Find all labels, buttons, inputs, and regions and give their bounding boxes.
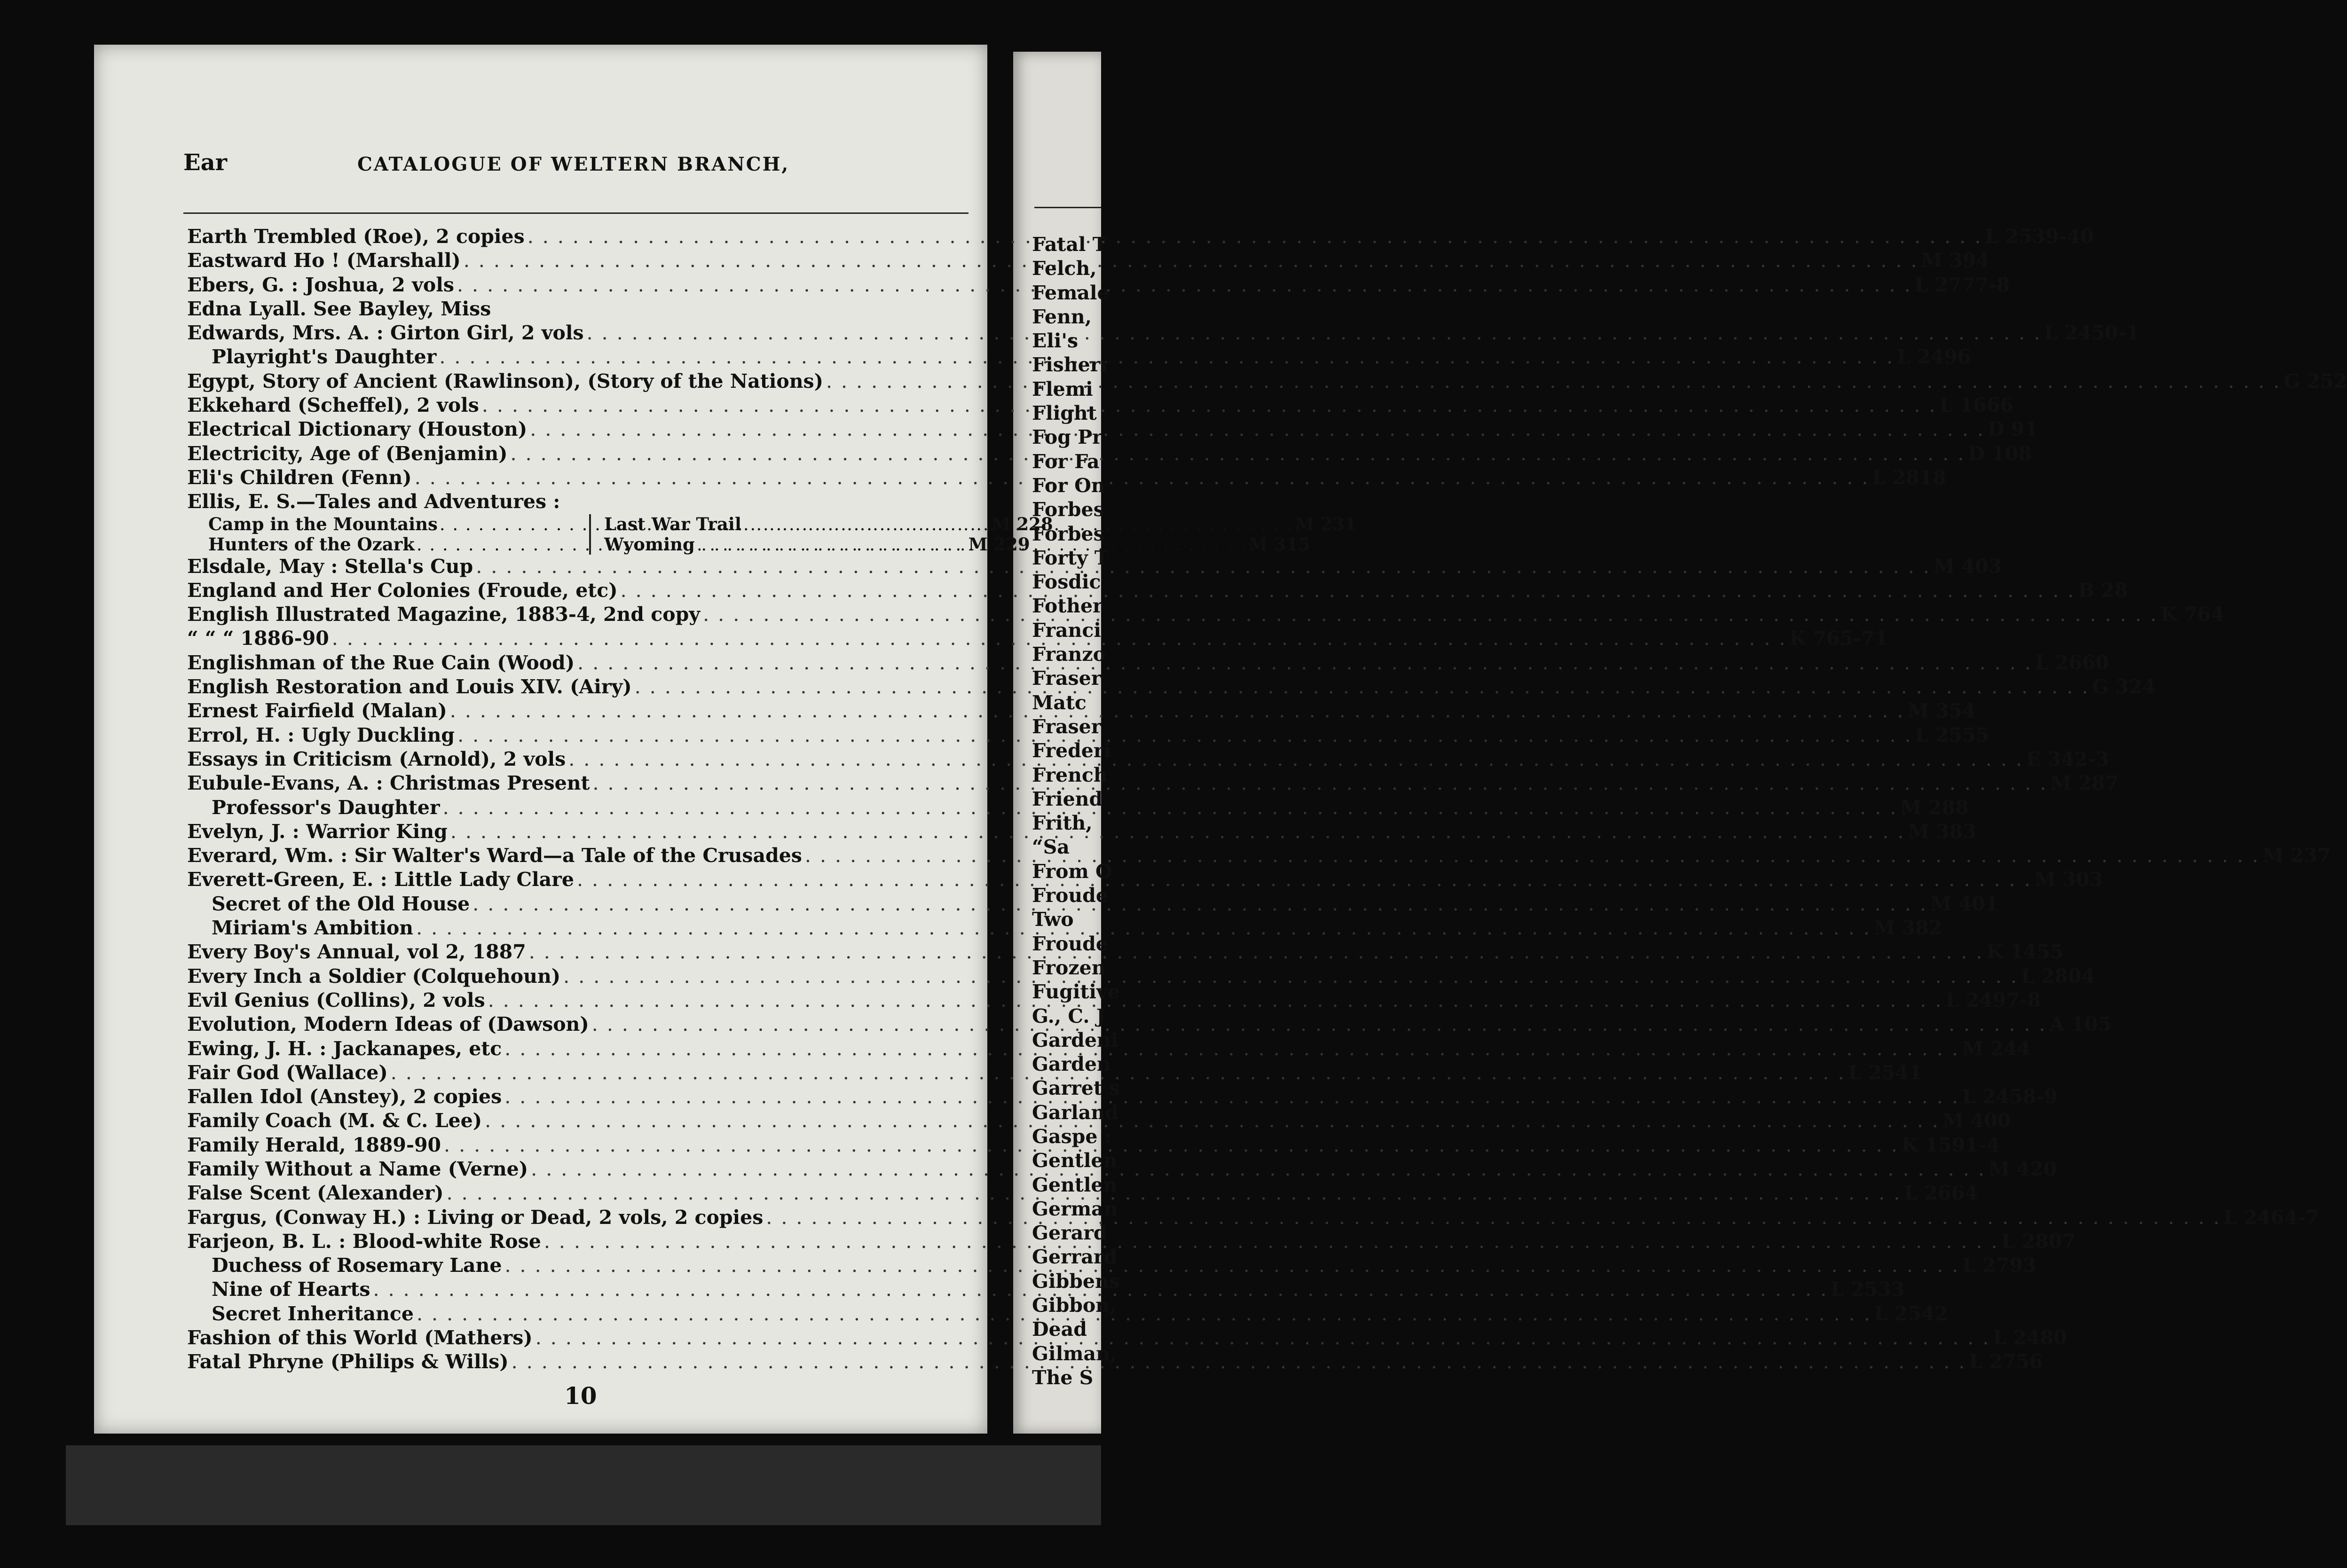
leader-dots: [504, 1037, 1959, 1061]
entry-title: Eubule-Evans, A. : Christmas Present: [187, 772, 590, 795]
leader-dots: [476, 555, 1930, 579]
call-number: L 2496: [1897, 345, 1971, 368]
entry-title: Fatal Phryne (Philips & Wills): [187, 1350, 509, 1373]
call-number: L 2804: [2021, 964, 2095, 988]
facing-page-fragment: Garret s: [1032, 1077, 1120, 1100]
entry-title: Electricity, Age of (Benjamin): [187, 442, 508, 465]
entry-title: False Scent (Alexander): [187, 1182, 444, 1205]
entry-title: Farjeon, B. L. : Blood-white Rose: [187, 1230, 541, 1253]
leader-dots: [536, 1326, 1990, 1350]
leader-dots: [805, 844, 2260, 868]
facing-page-fragment: Friend: [1032, 787, 1103, 810]
leader-dots: [473, 892, 1927, 916]
call-number: M 403: [1933, 555, 2002, 578]
call-number: M 237: [2262, 844, 2331, 867]
facing-page-fragment: Franzo: [1032, 643, 1106, 666]
entry-title: Evolution, Modern Ideas of (Dawson): [187, 1013, 589, 1036]
entry-title: Hunters of the Ozark: [208, 533, 415, 555]
facing-page-fragment: Flemi: [1032, 377, 1093, 400]
leader-dots: [530, 417, 1985, 441]
scan-edge: [66, 1445, 1101, 1525]
facing-page-fragment: Forty T: [1032, 546, 1109, 569]
call-number: K 764: [2160, 603, 2224, 626]
facing-page-fragment: For Fa: [1032, 450, 1100, 473]
entry-title: Ewing, J. H. : Jackanapes, etc: [187, 1037, 502, 1060]
entry-title: Family Coach (M. & C. Lee): [187, 1109, 482, 1132]
entry-title: Everard, Wm. : Sir Walter's Ward—a Tale of the Crusades: [187, 844, 802, 867]
facing-page-fragment: Garland: [1032, 1101, 1118, 1124]
leader-dots: [447, 1181, 1901, 1205]
call-number: G 324: [2092, 675, 2156, 698]
call-number: L 2450-1: [2044, 321, 2140, 345]
facing-page-fragment: Frederi: [1032, 739, 1111, 762]
leader-dots: [528, 225, 1982, 249]
call-number: M 401: [1930, 892, 1999, 915]
leader-dots: [504, 1085, 1959, 1109]
leader-dots: [457, 723, 1912, 747]
entry-title: England and Her Colonies (Froude, etc): [187, 579, 618, 602]
call-number: E 342-3: [2026, 747, 2110, 770]
call-number: M 354: [1907, 699, 1976, 722]
leader-dots: [482, 393, 1937, 417]
leader-dots: [464, 249, 1918, 273]
facing-page-fragment: Fugitive: [1032, 980, 1120, 1004]
call-number: M 231: [1295, 513, 1357, 534]
facing-page-fragment: Dead: [1032, 1318, 1087, 1341]
call-number: B 28: [2078, 579, 2128, 602]
facing-page-fragment: Franci: [1032, 619, 1101, 642]
call-number: M 382: [1874, 917, 1942, 940]
leader-dots: [504, 1254, 1959, 1278]
entry-title: Fargus, (Conway H.) : Living or Dead, 2 vols, 2 copies: [187, 1206, 764, 1229]
leader-dots: [511, 442, 1965, 466]
entry-title: Wyoming: [604, 533, 695, 555]
call-number: L 2793: [1962, 1254, 2036, 1277]
call-number: M 303: [2034, 868, 2103, 891]
call-number: M 244: [1962, 1037, 2031, 1060]
call-number: L 2541: [1848, 1061, 1922, 1084]
call-number: K 1455: [1986, 941, 2064, 964]
facing-page-fragment: Forbes: [1032, 522, 1104, 545]
call-number: M 315: [1248, 533, 1310, 555]
entry-title: Every Inch a Soldier (Colquehoun): [187, 964, 561, 988]
call-number: M 394: [1921, 249, 1990, 272]
page-title: CATALOGUE OF WELTERN BRANCH,: [357, 153, 790, 175]
leader-dots: [568, 747, 2023, 771]
entry-title: English Restoration and Louis XIV. (Airy): [187, 675, 632, 698]
entry-title: Fashion of this World (Mathers): [187, 1326, 533, 1349]
call-number: L 2533: [1830, 1278, 1905, 1301]
leader-dots: [697, 534, 1247, 555]
call-number: M 288: [1900, 796, 1969, 819]
entry-title: English Illustrated Magazine, 1883-4, 2nd copy: [187, 603, 701, 626]
facing-page-fragment: Fenn,: [1032, 305, 1092, 328]
entry-title: Duchess of Rosemary Lane: [212, 1254, 502, 1277]
entry-title: Professor's Daughter: [212, 796, 440, 819]
call-number: M 383: [1908, 820, 1977, 843]
facing-page-fragment: Gentlen: [1032, 1149, 1118, 1172]
facing-page-fragment: Frith,: [1032, 812, 1093, 835]
call-number: M 420: [1988, 1157, 2057, 1180]
leader-dots: [485, 1109, 1939, 1133]
leader-dots: [444, 1133, 1898, 1157]
facing-page-rule: [1034, 207, 1101, 208]
entry-title: Egypt, Story of Ancient (Rawlinson), (Story of the Nations): [187, 369, 823, 392]
leader-dots: [577, 868, 2032, 892]
facing-page-fragment: G., C. J: [1032, 1004, 1106, 1027]
facing-page-fragment: Fosdic: [1032, 571, 1101, 594]
call-number: K 765-71: [1789, 627, 1888, 650]
leader-dots: [621, 579, 2075, 603]
facing-page-fragment: Forbes: [1032, 498, 1104, 521]
facing-page-fragment: Gerrard: [1032, 1246, 1118, 1269]
facing-page-fragment: Fisherr: [1032, 353, 1110, 376]
call-number: L 2464-7: [2223, 1206, 2319, 1229]
facing-page-fragment: French: [1032, 763, 1108, 786]
facing-page-fragment: The S: [1032, 1366, 1094, 1389]
call-number: L 2807: [2001, 1230, 2076, 1253]
call-number: L 2539-40: [1985, 225, 2094, 248]
leader-dots: [743, 514, 1293, 534]
leader-dots: [443, 796, 1898, 820]
entry-title: Earth Trembled (Roe), 2 copies: [187, 225, 525, 248]
facing-page-fragment: Eli's: [1032, 329, 1079, 353]
leader-dots: [439, 345, 1894, 369]
entry-title: Eastward Ho ! (Marshall): [187, 249, 461, 272]
facing-page-fragment: Gibbon,: [1032, 1294, 1117, 1317]
entry-title: Ellis, E. S.—Tales and Adventures :: [187, 490, 560, 513]
catalogue-entry: [187, 490, 970, 514]
leader-dots: [635, 675, 2089, 699]
call-number: L 2660: [2035, 651, 2109, 674]
entry-title: Ekkehard (Scheffel), 2 vols: [187, 394, 479, 417]
leader-dots: [766, 1206, 2221, 1230]
call-number: L 2480: [1993, 1326, 2067, 1349]
entry-title: Secret Inheritance: [212, 1302, 414, 1325]
entry-title: Ebers, G. : Joshua, 2 vols: [187, 273, 454, 296]
entry-title: Evil Genius (Collins), 2 vols: [187, 988, 485, 1011]
leader-dots: [488, 988, 1943, 1012]
entry-title: Errol, H. : Ugly Duckling: [187, 723, 455, 746]
leader-dots: [512, 1350, 1966, 1374]
entry-title: Elsdale, May : Stella's Cup: [187, 555, 473, 578]
leader-dots: [587, 321, 2041, 345]
entry-title: Playright's Daughter: [212, 345, 437, 368]
leader-dots: [544, 1230, 1999, 1254]
entry-title: Miriam's Ambition: [212, 917, 414, 940]
entry-title: Nine of Hearts: [212, 1278, 370, 1301]
entry-title: “ “ “ 1886-90: [187, 627, 329, 650]
facing-page-fragment: Fother: [1032, 595, 1103, 618]
page-header: [183, 149, 969, 178]
call-number: L 2664: [1904, 1182, 1978, 1205]
call-number: M 228: [991, 513, 1053, 534]
call-number: D 91: [1987, 418, 2038, 441]
leader-dots: [592, 1012, 2047, 1036]
facing-page-fragment: Frozen: [1032, 956, 1106, 979]
call-number: L 2818: [1872, 466, 1946, 489]
call-number: M 229: [968, 533, 1030, 555]
facing-page-fragment: Garden: [1032, 1053, 1111, 1076]
entry-title: Englishman of the Rue Cain (Wood): [187, 651, 575, 674]
entry-title: Essays in Criticism (Arnold), 2 vols: [187, 747, 566, 770]
entry-title: Camp in the Mountains: [208, 513, 438, 534]
facing-page-fragment: Gaspe :: [1032, 1125, 1111, 1148]
facing-page-fragment: Gibbens: [1032, 1270, 1120, 1293]
entry-title: Edwards, Mrs. A. : Girton Girl, 2 vols: [187, 321, 584, 345]
entry-title: Everett-Green, E. : Little Lady Clare: [187, 868, 574, 891]
facing-page-fragment: For On: [1032, 474, 1105, 497]
facing-page-fragment: Felch,: [1032, 257, 1097, 280]
section-marker: Ear: [183, 149, 227, 176]
facing-page-fragment: Fog Pr: [1032, 426, 1103, 449]
call-number: L 2542: [1874, 1302, 1948, 1325]
facing-page-fragment: German: [1032, 1197, 1118, 1220]
entry-title: Eli's Children (Fenn): [187, 466, 412, 489]
entry-title: Fair God (Wallace): [187, 1061, 388, 1084]
call-number: L 2458-9: [1962, 1085, 2058, 1108]
call-number: K 1591-4: [1901, 1133, 2000, 1156]
facing-page-fragment: Fatal T: [1032, 233, 1107, 256]
facing-page-fragment: Two: [1032, 908, 1074, 931]
entry-title: Every Boy's Annual, vol 2, 1887: [187, 941, 526, 964]
entry-title: Family Without a Name (Verne): [187, 1157, 528, 1180]
facing-page-fragment: Matc: [1032, 691, 1087, 714]
leader-dots: [450, 699, 1905, 723]
leader-dots: [592, 771, 2047, 795]
call-number: G 252: [2284, 369, 2347, 392]
leader-dots: [417, 1302, 1871, 1326]
facing-page-fragment: Fraser: [1032, 715, 1102, 738]
call-number: D 108: [1968, 442, 2032, 465]
call-number: L 2555: [1915, 723, 1989, 746]
facing-page-fragment: Gentlen: [1032, 1173, 1118, 1196]
leader-dots: [457, 273, 1912, 297]
entry-title: Family Herald, 1889-90: [187, 1133, 441, 1156]
catalogue-entry: [187, 297, 970, 321]
page-number: 10: [564, 1382, 597, 1410]
leader-dots: [415, 466, 1869, 490]
facing-page-fragment: Gerard: [1032, 1222, 1107, 1245]
facing-page-fragment: Flight: [1032, 402, 1097, 425]
leader-dots: [577, 651, 2032, 675]
facing-page-fragment: Gardeni: [1032, 1028, 1118, 1051]
entry-title: Fallen Idol (Anstey), 2 copies: [187, 1085, 502, 1108]
call-number: M 400: [1942, 1109, 2011, 1132]
call-number: L 2756: [1969, 1350, 2043, 1373]
entry-title: Edna Lyall. See Bayley, Miss: [187, 297, 491, 320]
call-number: A 105: [2049, 1013, 2111, 1036]
leader-dots: [703, 603, 2158, 627]
facing-page-fragment: Froude: [1032, 884, 1108, 907]
facing-page-fragment: Froude: [1032, 932, 1108, 955]
leader-dots: [450, 820, 1905, 844]
facing-page-entries: [1032, 233, 1120, 1390]
facing-page-fragment: Female: [1032, 281, 1110, 304]
header-rule: [183, 212, 969, 214]
catalogue-entry: [187, 844, 2331, 868]
facing-page-fragment: Fraser: [1032, 667, 1102, 690]
facing-page-fragment: Gilman,: [1032, 1342, 1117, 1365]
facing-page-fragment: From O: [1032, 860, 1112, 883]
entry-title: Evelyn, J. : Warrior King: [187, 820, 448, 843]
call-number: L 1666: [1939, 394, 2014, 417]
facing-page-fragment: “Sa: [1032, 836, 1070, 859]
leader-dots: [563, 964, 2018, 988]
entry-title: Secret of the Old House: [212, 892, 470, 915]
leader-dots: [529, 940, 1984, 964]
call-number: L 2497-8: [1945, 988, 2041, 1011]
leader-dots: [416, 916, 1871, 940]
call-number: L 2777-8: [1914, 273, 2010, 296]
entry-title: Electrical Dictionary (Houston): [187, 418, 528, 441]
entry-title: Last War Trail: [604, 513, 741, 534]
entry-title: Ernest Fairfield (Malan): [187, 699, 447, 722]
call-number: M 287: [2050, 772, 2119, 795]
leader-dots: [531, 1157, 1985, 1181]
